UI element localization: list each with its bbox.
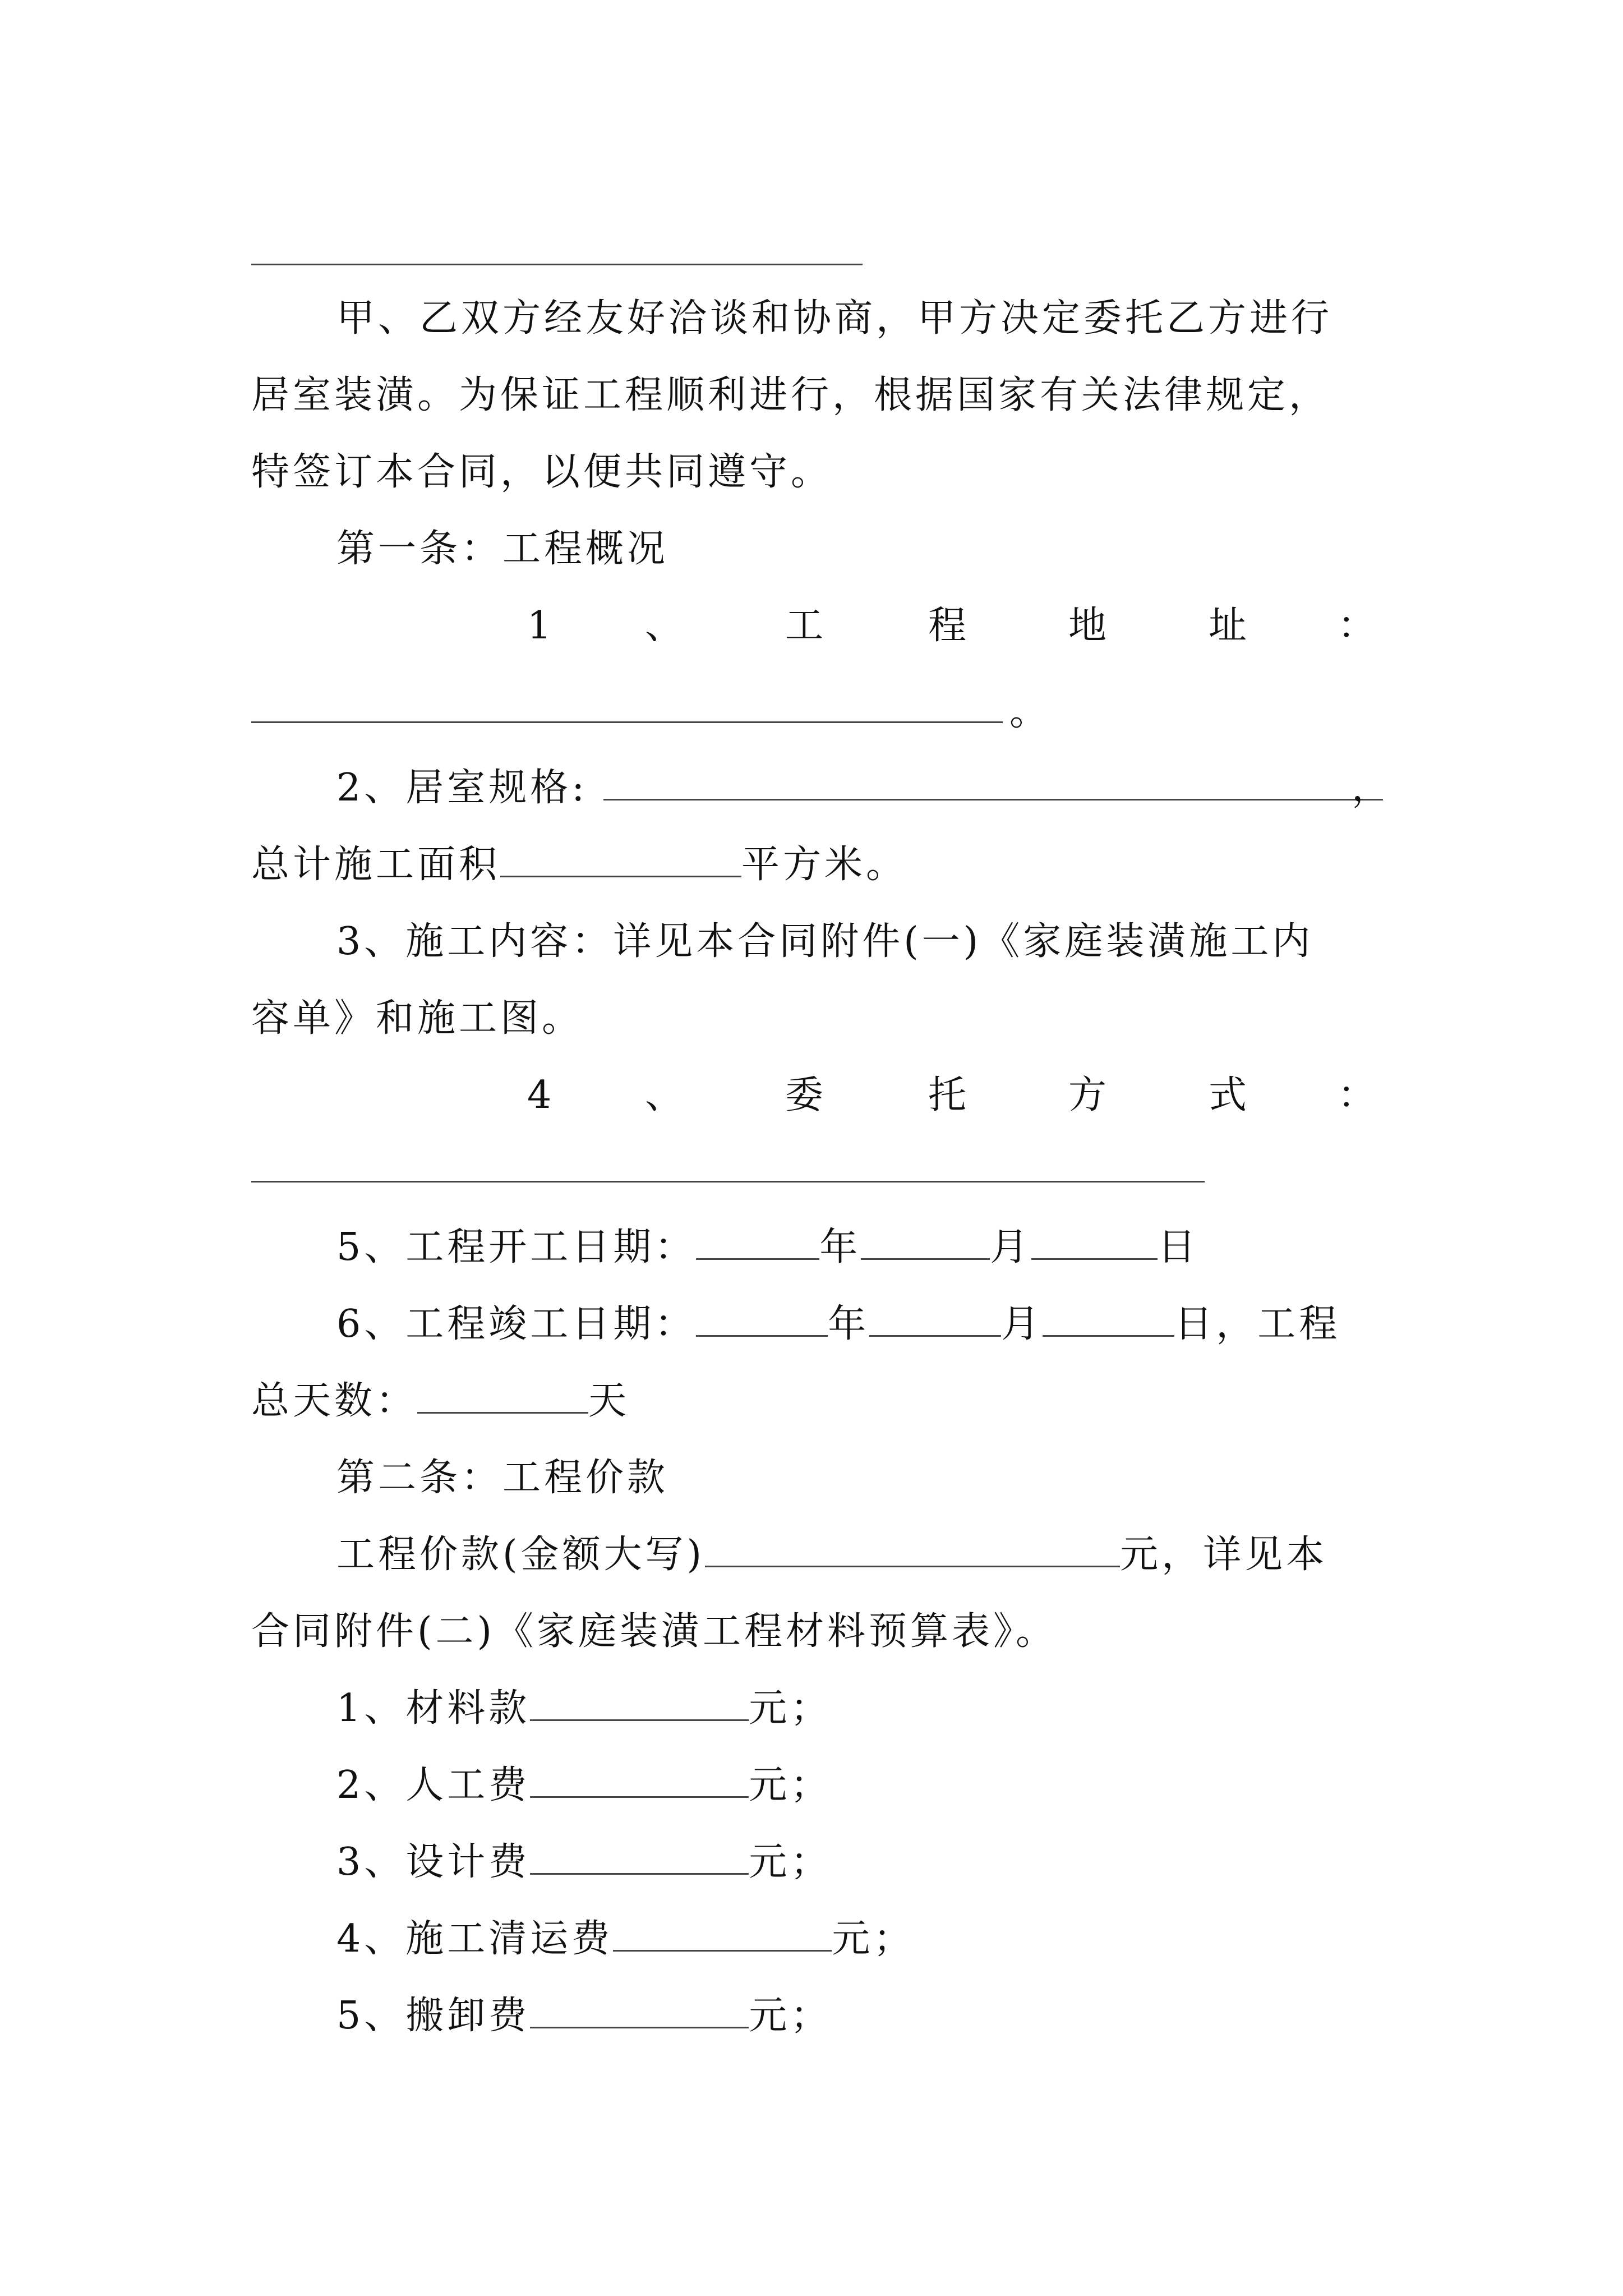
end-year-blank	[696, 1304, 828, 1337]
item4-char-3: 方	[1068, 1073, 1107, 1117]
fee-item-label: 5、搬卸费	[336, 1994, 531, 2038]
fee-item-5	[336, 1994, 832, 2039]
item4-separator: 、	[645, 1073, 684, 1117]
end-month-label: 月	[1001, 1302, 1043, 1346]
end-day-label: 日，工程	[1174, 1302, 1341, 1346]
item3-line-2: 容单》和施工图。	[251, 996, 584, 1041]
start-year-label: 年	[819, 1225, 861, 1269]
item3-line-1: 3、施工内容：详见本合同附件(一)《家庭装潢施工内	[336, 919, 1314, 964]
item4-char-2: 托	[928, 1073, 967, 1117]
fee-item-blank	[530, 1765, 749, 1798]
end-month-blank	[869, 1304, 1001, 1337]
price-amount-blank	[705, 1534, 1120, 1567]
intro-line-3: 特签订本合同，以便共同遵守。	[251, 450, 833, 494]
item5-line	[336, 1225, 1199, 1270]
total-days-unit: 天	[588, 1379, 630, 1423]
fee-item-unit: 元；	[749, 1994, 832, 2038]
fee-item-label: 4、施工清运费	[336, 1917, 614, 1961]
item2-label: 2、居室规格:	[336, 766, 588, 810]
item4-number: 4	[527, 1073, 552, 1117]
commission-method-blank	[251, 1181, 1205, 1182]
end-year-label: 年	[828, 1302, 870, 1346]
price-tail: 元，详见本	[1120, 1533, 1328, 1577]
item1-char-3: 地	[1068, 604, 1107, 648]
fee-item-blank	[530, 1688, 749, 1721]
fee-item-unit: 元；	[749, 1840, 832, 1884]
area-label: 总计施工面积	[251, 843, 501, 887]
fee-item-unit: 元；	[832, 1917, 915, 1961]
intro-line-2: 居室装潢。为保证工程顺利进行，根据国家有关法律规定，	[251, 373, 1331, 417]
room-spec-blank	[603, 767, 1383, 800]
start-year-blank	[696, 1227, 819, 1260]
fee-item-label: 1、材料款	[336, 1686, 531, 1731]
fee-item-2	[336, 1763, 832, 1808]
area-unit: 平方米。	[741, 843, 908, 887]
start-month-blank	[861, 1227, 990, 1260]
fee-item-blank	[613, 1918, 832, 1952]
fee-item-1	[336, 1686, 832, 1731]
start-month-label: 月	[990, 1225, 1032, 1269]
fee-item-label: 3、设计费	[336, 1840, 531, 1884]
article-1-heading: 第一条：工程概况	[336, 527, 669, 571]
end-day-blank	[1043, 1304, 1174, 1337]
price-line-1	[336, 1533, 1327, 1577]
end-date-label: 6、工程竣工日期：	[336, 1302, 697, 1346]
address-end-mark: 。	[1009, 690, 1048, 734]
item6-total-line	[251, 1379, 630, 1424]
article-2-heading: 第二条：工程价款	[336, 1456, 669, 1500]
item2-comma: ，	[1352, 766, 1390, 810]
start-day-blank	[1031, 1227, 1158, 1260]
fee-item-3	[336, 1840, 832, 1885]
address-blank	[251, 721, 1003, 723]
item4-char-4: 式	[1209, 1073, 1247, 1117]
item1-colon: ：	[1338, 604, 1376, 648]
fee-item-label: 2、人工费	[336, 1763, 531, 1807]
item2-line	[336, 766, 1383, 811]
price-line-2: 合同附件(二)《家庭装潢工程材料预算表》。	[251, 1609, 1058, 1654]
fee-item-blank	[530, 1995, 749, 2028]
item6-line	[336, 1302, 1340, 1347]
top-underline	[251, 264, 863, 265]
total-days-blank	[417, 1381, 588, 1414]
price-label: 工程价款(金额大写)	[336, 1533, 706, 1577]
item1-separator: 、	[645, 604, 684, 648]
item1-number: 1	[527, 604, 552, 648]
item4-char-1: 委	[785, 1073, 824, 1117]
item2-area-line	[251, 843, 907, 887]
area-blank	[500, 844, 741, 877]
fee-item-4	[336, 1917, 915, 1962]
item1-char-4: 址	[1209, 604, 1247, 648]
fee-item-unit: 元；	[749, 1686, 832, 1731]
intro-line-1: 甲、乙双方经友好洽谈和协商，甲方决定委托乙方进行	[336, 296, 1333, 341]
start-date-label: 5、工程开工日期：	[336, 1225, 697, 1269]
item1-char-2: 程	[928, 604, 967, 648]
start-day-label: 日	[1158, 1225, 1200, 1269]
total-days-label: 总天数：	[251, 1379, 418, 1423]
fee-item-unit: 元；	[749, 1763, 832, 1807]
item4-colon: ：	[1338, 1073, 1376, 1117]
fee-item-blank	[530, 1842, 749, 1875]
item1-char-1: 工	[785, 604, 824, 648]
